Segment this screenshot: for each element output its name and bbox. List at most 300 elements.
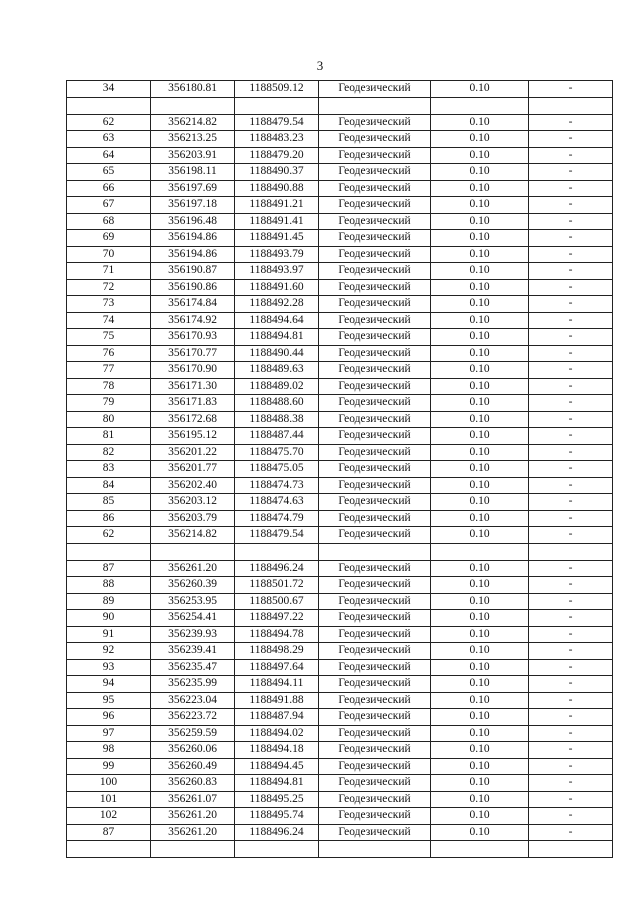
method-cell: Геодезический <box>319 312 431 329</box>
table-row <box>67 444 613 461</box>
y-coordinate-cell: 1188491.21 <box>235 197 319 214</box>
method-cell: Геодезический <box>319 411 431 428</box>
method-cell: Геодезический <box>319 444 431 461</box>
table-row <box>67 263 613 280</box>
accuracy-cell: 0.10 <box>431 147 529 164</box>
method-cell: Геодезический <box>319 263 431 280</box>
note-cell: - <box>529 725 613 742</box>
coordinates-table <box>66 80 613 858</box>
point-number-cell: 78 <box>67 378 151 395</box>
point-number-cell: 68 <box>67 213 151 230</box>
x-coordinate-cell: 356201.77 <box>151 461 235 478</box>
note-cell: - <box>529 296 613 313</box>
y-coordinate-cell: 1188474.63 <box>235 494 319 511</box>
table-row <box>67 659 613 676</box>
table-row <box>67 808 613 825</box>
table-row <box>67 610 613 627</box>
accuracy-cell: 0.10 <box>431 626 529 643</box>
method-cell: Геодезический <box>319 213 431 230</box>
accuracy-cell: 0.10 <box>431 527 529 544</box>
note-cell: - <box>529 775 613 792</box>
table-row <box>67 676 613 693</box>
note-cell: - <box>529 709 613 726</box>
method-cell: Геодезический <box>319 593 431 610</box>
method-cell: Геодезический <box>319 197 431 214</box>
x-coordinate-cell: 356260.39 <box>151 577 235 594</box>
note-cell: - <box>529 758 613 775</box>
accuracy-cell <box>431 543 529 560</box>
y-coordinate-cell: 1188474.73 <box>235 477 319 494</box>
method-cell: Геодезический <box>319 577 431 594</box>
accuracy-cell: 0.10 <box>431 428 529 445</box>
note-cell: - <box>529 527 613 544</box>
point-number-cell: 77 <box>67 362 151 379</box>
point-number-cell: 74 <box>67 312 151 329</box>
method-cell: Геодезический <box>319 329 431 346</box>
method-cell: Геодезический <box>319 81 431 98</box>
table-row <box>67 246 613 263</box>
y-coordinate-cell: 1188492.28 <box>235 296 319 313</box>
table-separator-row <box>67 841 613 858</box>
y-coordinate-cell: 1188475.70 <box>235 444 319 461</box>
x-coordinate-cell: 356190.86 <box>151 279 235 296</box>
note-cell: - <box>529 659 613 676</box>
point-number-cell: 80 <box>67 411 151 428</box>
x-coordinate-cell: 356195.12 <box>151 428 235 445</box>
y-coordinate-cell: 1188489.02 <box>235 378 319 395</box>
y-coordinate-cell: 1188491.60 <box>235 279 319 296</box>
y-coordinate-cell: 1188495.25 <box>235 791 319 808</box>
table-row <box>67 791 613 808</box>
note-cell: - <box>529 81 613 98</box>
y-coordinate-cell: 1188487.44 <box>235 428 319 445</box>
note-cell: - <box>529 643 613 660</box>
table-row <box>67 164 613 181</box>
table-row <box>67 428 613 445</box>
y-coordinate-cell: 1188494.18 <box>235 742 319 759</box>
x-coordinate-cell: 356196.48 <box>151 213 235 230</box>
x-coordinate-cell: 356261.07 <box>151 791 235 808</box>
x-coordinate-cell: 356213.25 <box>151 131 235 148</box>
note-cell: - <box>529 494 613 511</box>
method-cell: Геодезический <box>319 230 431 247</box>
note-cell: - <box>529 246 613 263</box>
x-coordinate-cell: 356170.77 <box>151 345 235 362</box>
x-coordinate-cell: 356201.22 <box>151 444 235 461</box>
method-cell: Геодезический <box>319 791 431 808</box>
point-number-cell: 65 <box>67 164 151 181</box>
y-coordinate-cell <box>235 841 319 858</box>
table-row <box>67 131 613 148</box>
table-row <box>67 114 613 131</box>
table-separator-row <box>67 97 613 114</box>
y-coordinate-cell: 1188491.45 <box>235 230 319 247</box>
accuracy-cell: 0.10 <box>431 180 529 197</box>
note-cell: - <box>529 279 613 296</box>
table-row <box>67 692 613 709</box>
y-coordinate-cell: 1188490.37 <box>235 164 319 181</box>
note-cell: - <box>529 362 613 379</box>
y-coordinate-cell: 1188494.64 <box>235 312 319 329</box>
y-coordinate-cell: 1188491.41 <box>235 213 319 230</box>
point-number-cell <box>67 543 151 560</box>
method-cell: Геодезический <box>319 692 431 709</box>
method-cell: Геодезический <box>319 494 431 511</box>
table-row <box>67 510 613 527</box>
note-cell: - <box>529 610 613 627</box>
y-coordinate-cell: 1188494.45 <box>235 758 319 775</box>
accuracy-cell: 0.10 <box>431 676 529 693</box>
x-coordinate-cell: 356239.41 <box>151 643 235 660</box>
accuracy-cell: 0.10 <box>431 775 529 792</box>
note-cell: - <box>529 213 613 230</box>
note-cell: - <box>529 791 613 808</box>
method-cell: Геодезический <box>319 296 431 313</box>
accuracy-cell: 0.10 <box>431 345 529 362</box>
table-row <box>67 180 613 197</box>
point-number-cell: 62 <box>67 527 151 544</box>
point-number-cell: 87 <box>67 824 151 841</box>
accuracy-cell: 0.10 <box>431 643 529 660</box>
point-number-cell: 101 <box>67 791 151 808</box>
x-coordinate-cell: 356239.93 <box>151 626 235 643</box>
method-cell: Геодезический <box>319 395 431 412</box>
x-coordinate-cell <box>151 97 235 114</box>
point-number-cell: 94 <box>67 676 151 693</box>
y-coordinate-cell: 1188497.64 <box>235 659 319 676</box>
point-number-cell: 90 <box>67 610 151 627</box>
table-row <box>67 362 613 379</box>
y-coordinate-cell: 1188483.23 <box>235 131 319 148</box>
x-coordinate-cell: 356194.86 <box>151 246 235 263</box>
note-cell: - <box>529 164 613 181</box>
x-coordinate-cell: 356261.20 <box>151 808 235 825</box>
table-row <box>67 824 613 841</box>
point-number-cell: 76 <box>67 345 151 362</box>
table-row <box>67 560 613 577</box>
point-number-cell: 89 <box>67 593 151 610</box>
y-coordinate-cell: 1188493.79 <box>235 246 319 263</box>
table-row <box>67 527 613 544</box>
method-cell <box>319 97 431 114</box>
method-cell: Геодезический <box>319 758 431 775</box>
x-coordinate-cell: 356253.95 <box>151 593 235 610</box>
method-cell <box>319 841 431 858</box>
table-row <box>67 593 613 610</box>
note-cell: - <box>529 378 613 395</box>
point-number-cell: 62 <box>67 114 151 131</box>
y-coordinate-cell: 1188500.67 <box>235 593 319 610</box>
table-row <box>67 213 613 230</box>
x-coordinate-cell: 356172.68 <box>151 411 235 428</box>
y-coordinate-cell: 1188494.81 <box>235 775 319 792</box>
y-coordinate-cell: 1188474.79 <box>235 510 319 527</box>
x-coordinate-cell: 356223.04 <box>151 692 235 709</box>
point-number-cell: 86 <box>67 510 151 527</box>
point-number-cell: 88 <box>67 577 151 594</box>
accuracy-cell: 0.10 <box>431 213 529 230</box>
x-coordinate-cell: 356203.79 <box>151 510 235 527</box>
method-cell: Геодезический <box>319 114 431 131</box>
point-number-cell: 71 <box>67 263 151 280</box>
y-coordinate-cell: 1188479.54 <box>235 527 319 544</box>
method-cell: Геодезический <box>319 709 431 726</box>
accuracy-cell: 0.10 <box>431 709 529 726</box>
x-coordinate-cell: 356223.72 <box>151 709 235 726</box>
note-cell: - <box>529 692 613 709</box>
method-cell: Геодезический <box>319 180 431 197</box>
method-cell: Геодезический <box>319 345 431 362</box>
x-coordinate-cell: 356180.81 <box>151 81 235 98</box>
method-cell: Геодезический <box>319 378 431 395</box>
table-row <box>67 147 613 164</box>
note-cell: - <box>529 131 613 148</box>
note-cell <box>529 841 613 858</box>
accuracy-cell: 0.10 <box>431 114 529 131</box>
x-coordinate-cell: 356214.82 <box>151 527 235 544</box>
y-coordinate-cell: 1188495.74 <box>235 808 319 825</box>
point-number-cell: 85 <box>67 494 151 511</box>
note-cell: - <box>529 510 613 527</box>
x-coordinate-cell: 356235.99 <box>151 676 235 693</box>
method-cell: Геодезический <box>319 477 431 494</box>
y-coordinate-cell: 1188494.81 <box>235 329 319 346</box>
x-coordinate-cell: 356198.11 <box>151 164 235 181</box>
accuracy-cell: 0.10 <box>431 577 529 594</box>
y-coordinate-cell: 1188490.88 <box>235 180 319 197</box>
y-coordinate-cell: 1188493.97 <box>235 263 319 280</box>
accuracy-cell: 0.10 <box>431 378 529 395</box>
y-coordinate-cell: 1188489.63 <box>235 362 319 379</box>
point-number-cell: 95 <box>67 692 151 709</box>
note-cell: - <box>529 824 613 841</box>
y-coordinate-cell: 1188496.24 <box>235 824 319 841</box>
point-number-cell: 92 <box>67 643 151 660</box>
accuracy-cell: 0.10 <box>431 725 529 742</box>
accuracy-cell: 0.10 <box>431 494 529 511</box>
x-coordinate-cell: 356260.49 <box>151 758 235 775</box>
table-row <box>67 378 613 395</box>
note-cell: - <box>529 428 613 445</box>
y-coordinate-cell: 1188494.78 <box>235 626 319 643</box>
table-row <box>67 725 613 742</box>
table-row <box>67 494 613 511</box>
accuracy-cell <box>431 97 529 114</box>
note-cell: - <box>529 263 613 280</box>
note-cell: - <box>529 395 613 412</box>
note-cell: - <box>529 411 613 428</box>
note-cell: - <box>529 230 613 247</box>
method-cell: Геодезический <box>319 461 431 478</box>
point-number-cell: 102 <box>67 808 151 825</box>
method-cell: Геодезический <box>319 626 431 643</box>
accuracy-cell: 0.10 <box>431 692 529 709</box>
y-coordinate-cell: 1188490.44 <box>235 345 319 362</box>
method-cell: Геодезический <box>319 824 431 841</box>
x-coordinate-cell: 356203.12 <box>151 494 235 511</box>
table-row <box>67 461 613 478</box>
table-row <box>67 775 613 792</box>
x-coordinate-cell: 356174.92 <box>151 312 235 329</box>
note-cell: - <box>529 180 613 197</box>
accuracy-cell: 0.10 <box>431 758 529 775</box>
accuracy-cell: 0.10 <box>431 395 529 412</box>
method-cell: Геодезический <box>319 246 431 263</box>
table-row <box>67 626 613 643</box>
note-cell: - <box>529 197 613 214</box>
x-coordinate-cell <box>151 841 235 858</box>
point-number-cell: 84 <box>67 477 151 494</box>
point-number-cell: 72 <box>67 279 151 296</box>
x-coordinate-cell: 356197.18 <box>151 197 235 214</box>
table-row <box>67 312 613 329</box>
x-coordinate-cell: 356202.40 <box>151 477 235 494</box>
note-cell: - <box>529 593 613 610</box>
x-coordinate-cell <box>151 543 235 560</box>
note-cell: - <box>529 461 613 478</box>
y-coordinate-cell: 1188479.54 <box>235 114 319 131</box>
x-coordinate-cell: 356203.91 <box>151 147 235 164</box>
accuracy-cell: 0.10 <box>431 279 529 296</box>
point-number-cell <box>67 97 151 114</box>
point-number-cell: 93 <box>67 659 151 676</box>
method-cell: Геодезический <box>319 131 431 148</box>
y-coordinate-cell: 1188497.22 <box>235 610 319 627</box>
accuracy-cell: 0.10 <box>431 659 529 676</box>
table-row <box>67 643 613 660</box>
accuracy-cell: 0.10 <box>431 444 529 461</box>
point-number-cell: 67 <box>67 197 151 214</box>
note-cell: - <box>529 345 613 362</box>
x-coordinate-cell: 356260.83 <box>151 775 235 792</box>
accuracy-cell: 0.10 <box>431 411 529 428</box>
y-coordinate-cell: 1188487.94 <box>235 709 319 726</box>
x-coordinate-cell: 356190.87 <box>151 263 235 280</box>
x-coordinate-cell: 356174.84 <box>151 296 235 313</box>
y-coordinate-cell: 1188496.24 <box>235 560 319 577</box>
note-cell: - <box>529 114 613 131</box>
accuracy-cell: 0.10 <box>431 263 529 280</box>
y-coordinate-cell: 1188488.38 <box>235 411 319 428</box>
table-row <box>67 197 613 214</box>
method-cell: Геодезический <box>319 279 431 296</box>
page-number: 3 <box>316 58 324 73</box>
method-cell: Геодезический <box>319 659 431 676</box>
note-cell: - <box>529 742 613 759</box>
method-cell: Геодезический <box>319 147 431 164</box>
accuracy-cell: 0.10 <box>431 510 529 527</box>
point-number-cell: 98 <box>67 742 151 759</box>
y-coordinate-cell: 1188475.05 <box>235 461 319 478</box>
y-coordinate-cell: 1188494.11 <box>235 676 319 693</box>
method-cell: Геодезический <box>319 643 431 660</box>
note-cell: - <box>529 560 613 577</box>
table-row <box>67 279 613 296</box>
table-row <box>67 296 613 313</box>
point-number-cell: 91 <box>67 626 151 643</box>
note-cell: - <box>529 676 613 693</box>
x-coordinate-cell: 356254.41 <box>151 610 235 627</box>
point-number-cell: 75 <box>67 329 151 346</box>
x-coordinate-cell: 356197.69 <box>151 180 235 197</box>
x-coordinate-cell: 356171.83 <box>151 395 235 412</box>
accuracy-cell: 0.10 <box>431 610 529 627</box>
y-coordinate-cell <box>235 97 319 114</box>
accuracy-cell: 0.10 <box>431 246 529 263</box>
note-cell: - <box>529 808 613 825</box>
accuracy-cell: 0.10 <box>431 461 529 478</box>
accuracy-cell: 0.10 <box>431 197 529 214</box>
method-cell: Геодезический <box>319 676 431 693</box>
point-number-cell: 70 <box>67 246 151 263</box>
table-row <box>67 411 613 428</box>
y-coordinate-cell: 1188498.29 <box>235 643 319 660</box>
table-row <box>67 709 613 726</box>
accuracy-cell: 0.10 <box>431 329 529 346</box>
accuracy-cell: 0.10 <box>431 808 529 825</box>
point-number-cell: 73 <box>67 296 151 313</box>
table-row <box>67 577 613 594</box>
point-number-cell: 66 <box>67 180 151 197</box>
x-coordinate-cell: 356170.90 <box>151 362 235 379</box>
table-row <box>67 230 613 247</box>
method-cell: Геодезический <box>319 510 431 527</box>
note-cell: - <box>529 477 613 494</box>
note-cell: - <box>529 626 613 643</box>
x-coordinate-cell: 356259.59 <box>151 725 235 742</box>
method-cell: Геодезический <box>319 362 431 379</box>
table-separator-row <box>67 543 613 560</box>
x-coordinate-cell: 356261.20 <box>151 560 235 577</box>
accuracy-cell: 0.10 <box>431 824 529 841</box>
x-coordinate-cell: 356214.82 <box>151 114 235 131</box>
accuracy-cell: 0.10 <box>431 230 529 247</box>
point-number-cell: 81 <box>67 428 151 445</box>
accuracy-cell: 0.10 <box>431 362 529 379</box>
x-coordinate-cell: 356194.86 <box>151 230 235 247</box>
x-coordinate-cell: 356261.20 <box>151 824 235 841</box>
method-cell: Геодезический <box>319 560 431 577</box>
table-row <box>67 477 613 494</box>
y-coordinate-cell: 1188494.02 <box>235 725 319 742</box>
y-coordinate-cell <box>235 543 319 560</box>
note-cell <box>529 97 613 114</box>
note-cell: - <box>529 329 613 346</box>
table-row <box>67 742 613 759</box>
method-cell: Геодезический <box>319 808 431 825</box>
note-cell: - <box>529 577 613 594</box>
method-cell: Геодезический <box>319 428 431 445</box>
accuracy-cell: 0.10 <box>431 81 529 98</box>
table-row <box>67 758 613 775</box>
method-cell: Геодезический <box>319 742 431 759</box>
method-cell: Геодезический <box>319 610 431 627</box>
note-cell: - <box>529 147 613 164</box>
point-number-cell: 97 <box>67 725 151 742</box>
method-cell: Геодезический <box>319 725 431 742</box>
accuracy-cell: 0.10 <box>431 593 529 610</box>
note-cell: - <box>529 444 613 461</box>
accuracy-cell: 0.10 <box>431 131 529 148</box>
x-coordinate-cell: 356235.47 <box>151 659 235 676</box>
method-cell: Геодезический <box>319 527 431 544</box>
note-cell <box>529 543 613 560</box>
x-coordinate-cell: 356170.93 <box>151 329 235 346</box>
x-coordinate-cell: 356260.06 <box>151 742 235 759</box>
y-coordinate-cell: 1188491.88 <box>235 692 319 709</box>
y-coordinate-cell: 1188501.72 <box>235 577 319 594</box>
point-number-cell: 34 <box>67 81 151 98</box>
